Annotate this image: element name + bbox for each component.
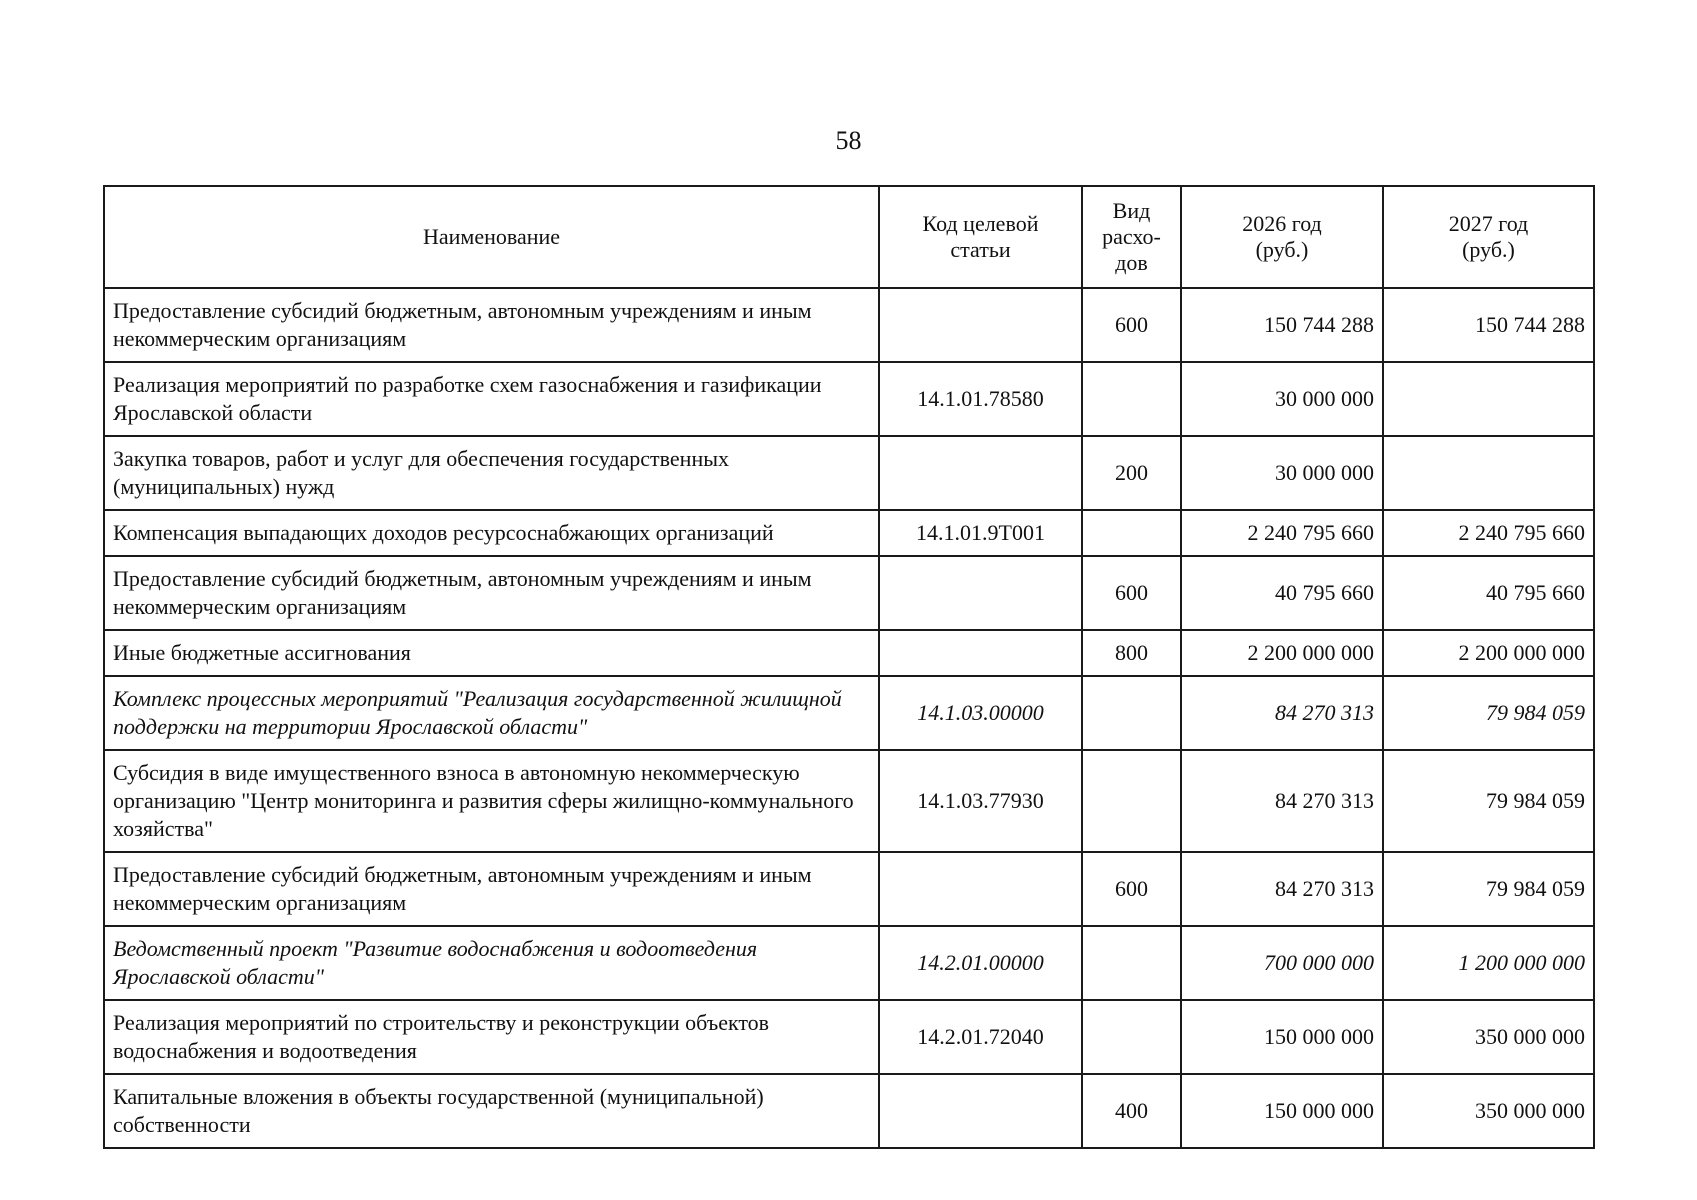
row-2027: 79 984 059	[1383, 676, 1594, 750]
row-2026: 84 270 313	[1181, 676, 1383, 750]
header-code-line1: Код целевой	[922, 211, 1039, 236]
row-2026: 30 000 000	[1181, 362, 1383, 436]
row-2027: 350 000 000	[1383, 1074, 1594, 1148]
table-row	[104, 510, 1594, 556]
row-2027: 40 795 660	[1383, 556, 1594, 630]
header-2027-line1: 2027 год	[1448, 211, 1529, 236]
row-code: 14.1.01.78580	[879, 362, 1082, 436]
header-2027-line2: (руб.)	[1462, 237, 1515, 262]
header-2027	[1383, 186, 1594, 288]
row-name: Компенсация выпадающих доходов ресурсоснабжающих организаций	[104, 510, 879, 556]
row-name: Комплекс процессных мероприятий "Реализация государственной жилищной поддержки на территории Ярославской области"	[104, 676, 879, 750]
row-2026: 150 000 000	[1181, 1074, 1383, 1148]
table-row	[104, 436, 1594, 510]
table-row	[104, 750, 1594, 852]
row-2027: 1 200 000 000	[1383, 926, 1594, 1000]
table-row	[104, 630, 1594, 676]
row-code	[879, 288, 1082, 362]
row-name: Субсидия в виде имущественного взноса в автономную некоммерческую организацию "Центр мониторинга и развития сферы жилищно-коммунального хозяйства"	[104, 750, 879, 852]
header-kind-line3: дов	[1115, 250, 1148, 275]
row-code: 14.1.03.77930	[879, 750, 1082, 852]
row-name: Предоставление субсидий бюджетным, автономным учреждениям и иным некоммерческим организациям	[104, 556, 879, 630]
row-name: Иные бюджетные ассигнования	[104, 630, 879, 676]
header-kind	[1082, 186, 1181, 288]
row-2026: 2 240 795 660	[1181, 510, 1383, 556]
table-row	[104, 852, 1594, 926]
row-kind: 600	[1082, 288, 1181, 362]
row-2026: 30 000 000	[1181, 436, 1383, 510]
row-2027: 150 744 288	[1383, 288, 1594, 362]
table-row	[104, 556, 1594, 630]
row-kind	[1082, 362, 1181, 436]
row-2027: 79 984 059	[1383, 852, 1594, 926]
row-code	[879, 436, 1082, 510]
row-name: Закупка товаров, работ и услуг для обеспечения государственных (муниципальных) нужд	[104, 436, 879, 510]
row-code	[879, 556, 1082, 630]
row-2027: 2 200 000 000	[1383, 630, 1594, 676]
row-2026: 84 270 313	[1181, 852, 1383, 926]
row-kind	[1082, 750, 1181, 852]
row-kind	[1082, 926, 1181, 1000]
row-kind: 600	[1082, 556, 1181, 630]
table-row	[104, 1074, 1594, 1148]
row-2027: 350 000 000	[1383, 1000, 1594, 1074]
header-2026-line1: 2026 год	[1242, 211, 1322, 236]
row-2027	[1383, 436, 1594, 510]
row-name: Капитальные вложения в объекты государственной (муниципальной) собственности	[104, 1074, 879, 1148]
row-kind: 200	[1082, 436, 1181, 510]
row-code: 14.2.01.72040	[879, 1000, 1082, 1074]
row-kind: 400	[1082, 1074, 1181, 1148]
table-row	[104, 288, 1594, 362]
header-2026	[1181, 186, 1383, 288]
header-2026-line2: (руб.)	[1255, 237, 1309, 262]
row-2027: 79 984 059	[1383, 750, 1594, 852]
row-2027: 2 240 795 660	[1383, 510, 1594, 556]
row-kind	[1082, 1000, 1181, 1074]
table-row	[104, 362, 1594, 436]
table-row	[104, 676, 1594, 750]
row-code: 14.1.03.00000	[879, 676, 1082, 750]
budget-table	[103, 185, 1595, 1149]
page-number: 58	[835, 126, 862, 155]
row-2027	[1383, 362, 1594, 436]
row-kind	[1082, 510, 1181, 556]
row-2026: 84 270 313	[1181, 750, 1383, 852]
row-code	[879, 630, 1082, 676]
row-name: Предоставление субсидий бюджетным, автономным учреждениям и иным некоммерческим организациям	[104, 852, 879, 926]
table-row	[104, 1000, 1594, 1074]
row-2026: 2 200 000 000	[1181, 630, 1383, 676]
row-kind	[1082, 676, 1181, 750]
row-code	[879, 852, 1082, 926]
row-2026: 150 744 288	[1181, 288, 1383, 362]
row-code: 14.2.01.00000	[879, 926, 1082, 1000]
row-name: Реализация мероприятий по разработке схем газоснабжения и газификации Ярославской области	[104, 362, 879, 436]
row-code	[879, 1074, 1082, 1148]
header-kind-line2: расхо-	[1102, 224, 1161, 249]
header-code	[879, 186, 1082, 288]
header-code-line2: статьи	[950, 237, 1011, 262]
row-kind: 600	[1082, 852, 1181, 926]
row-name: Предоставление субсидий бюджетным, автономным учреждениям и иным некоммерческим организациям	[104, 288, 879, 362]
row-2026: 40 795 660	[1181, 556, 1383, 630]
row-code: 14.1.01.9Т001	[879, 510, 1082, 556]
header-name: Наименование	[104, 186, 879, 288]
table-header-row	[104, 186, 1594, 288]
row-name: Ведомственный проект "Развитие водоснабжения и водоотведения Ярославской области"	[104, 926, 879, 1000]
row-2026: 150 000 000	[1181, 1000, 1383, 1074]
row-2026: 700 000 000	[1181, 926, 1383, 1000]
row-name: Реализация мероприятий по строительству и реконструкции объектов водоснабжения и водоотведения	[104, 1000, 879, 1074]
header-kind-line1: Вид	[1112, 198, 1151, 223]
table-row	[104, 926, 1594, 1000]
row-kind: 800	[1082, 630, 1181, 676]
